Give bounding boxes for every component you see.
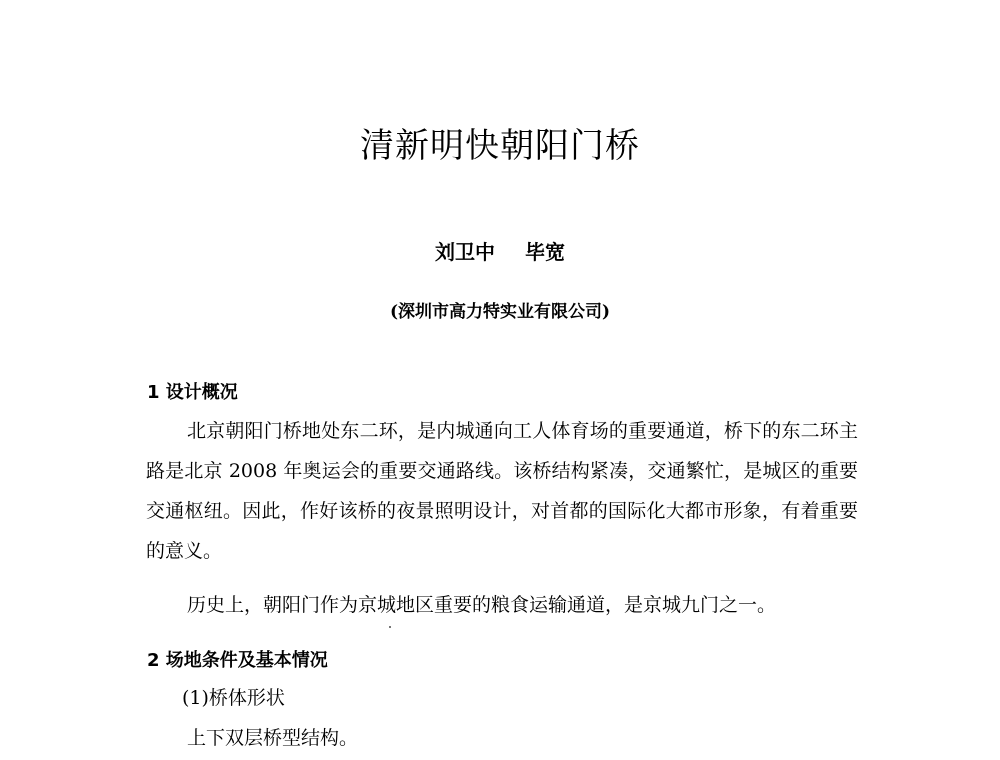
section-heading-site-conditions: 2 场地条件及基本情况 xyxy=(147,650,328,671)
affiliation: (深圳市高力特实业有限公司) xyxy=(389,302,611,322)
document-title: 清新明快朝阳门桥 xyxy=(360,126,640,166)
authors-line xyxy=(0,236,1000,265)
author-name: 毕宽 xyxy=(525,240,565,264)
author-name: 刘卫中 xyxy=(435,240,495,264)
body-paragraph: 历史上，朝阳门作为京城地区重要的粮食运输通道，是京城九门之一。 xyxy=(187,594,777,616)
section-heading-design-overview: 1 设计概况 xyxy=(147,382,238,403)
body-paragraph: 北京朝阳门桥地处东二环，是内城通向工人体育场的重要通道，桥下的东二环主路是北京 2008 年奥运会的重要交通路线。该桥结构紧凑，交通繁忙，是城区的重要交通枢纽。因此，作好该桥的夜景照明设计，对首都的国际化大都市形象，有着重要的意义。 xyxy=(146,420,858,562)
scan-artifact-dot xyxy=(389,626,391,628)
list-item: (1)桥体形状 xyxy=(182,687,285,709)
body-line: 上下双层桥型结构。 xyxy=(187,727,359,749)
